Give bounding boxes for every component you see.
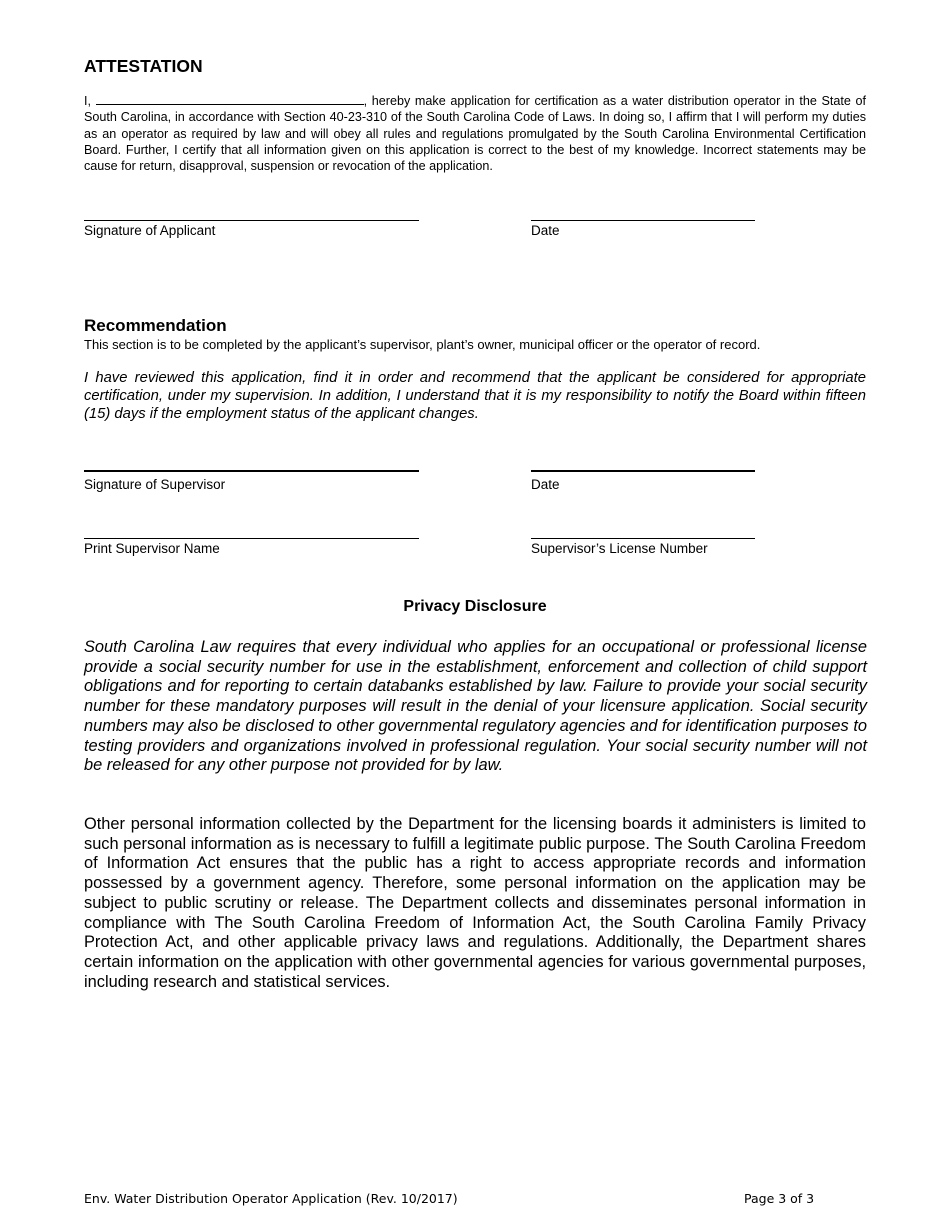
privacy-info-paragraph: Other personal information collected by the Department for the licensing boards it administers is limited to such personal information as is necessary to fulfill a legitimate public purpose. The South Carolina Freedom of Information Act ensures that the public has a right to access appropriate records and information possessed by a government agency. Therefore, some personal information on the application may be subject to public scrutiny or release. The Department collects and disseminates personal information in compliance with The South Carolina Freedom of Information Act, the South Carolina Family Privacy Protection Act, and other applicable privacy laws and regulations. Additionally, the Department shares certain information on the application with other governmental agencies for various governmental purposes, including research and statistical services. — [84, 815, 866, 991]
recommendation-statement: I have reviewed this application, find it in order and recommend that the applicant be considered for appropriate certification, under my supervision. In addition, I understand that it is my responsibility to notify the Board within fifteen (15) days if the employment status of the applicant changes. — [84, 370, 866, 422]
recommendation-title: Recommendation — [84, 316, 227, 335]
applicant-signature-line[interactable] — [84, 220, 419, 221]
applicant-signature-label: Signature of Applicant — [84, 223, 216, 238]
applicant-date-label: Date — [531, 223, 560, 238]
attestation-prefix: I, — [84, 94, 96, 108]
supervisor-signature-line[interactable] — [84, 470, 419, 472]
privacy-ssn-paragraph: South Carolina Law requires that every individual who applies for an occupational or professional license provide a social security number for use in the establishment, enforcement and collection of child support obligations and for reporting to certain databanks established by law. Failure to provide your social security number for these mandatory purposes will result in the denial of your licensure application. Social security numbers may also be disclosed to other governmental regulatory agencies and for identification purposes to testing providers and organizations involved in professional regulation. Your social security number will not be released for any other purpose not provided for by law. — [84, 638, 867, 775]
supervisor-date-label: Date — [531, 477, 560, 492]
attestation-title: ATTESTATION — [84, 56, 203, 76]
attestation-statement — [84, 93, 866, 174]
supervisor-license-line[interactable] — [531, 538, 755, 539]
privacy-title: Privacy Disclosure — [403, 598, 547, 615]
recommendation-note: This section is to be completed by the applicant’s supervisor, plant’s owner, municipal officer or the operator of record. — [84, 337, 761, 352]
footer-form-name: Env. Water Distribution Operator Application (Rev. 10/2017) — [84, 1191, 458, 1206]
footer-page-number: Page 3 of 3 — [744, 1191, 815, 1206]
attestation-body: , hereby make application for certification as a water distribution operator in the State of South Carolina, in accordance with Section 40-23-310 of the South Carolina Code of Laws. In doing so, I affirm that I will perform my duties as an operator as required by law and will obey all rules and regulations promulgated by the South Carolina Environmental Certification Board. Further, I certify that all information given on this application is correct to the best of my knowledge. Incorrect statements may be cause for return, disapproval, suspension or revocation of the application. — [84, 94, 866, 174]
applicant-date-line[interactable] — [531, 220, 755, 221]
applicant-name-field[interactable] — [96, 93, 364, 105]
supervisor-date-line[interactable] — [531, 470, 755, 472]
supervisor-name-label: Print Supervisor Name — [84, 541, 220, 556]
supervisor-name-line[interactable] — [84, 538, 419, 539]
supervisor-signature-label: Signature of Supervisor — [84, 477, 226, 492]
supervisor-license-label: Supervisor’s License Number — [531, 541, 708, 556]
